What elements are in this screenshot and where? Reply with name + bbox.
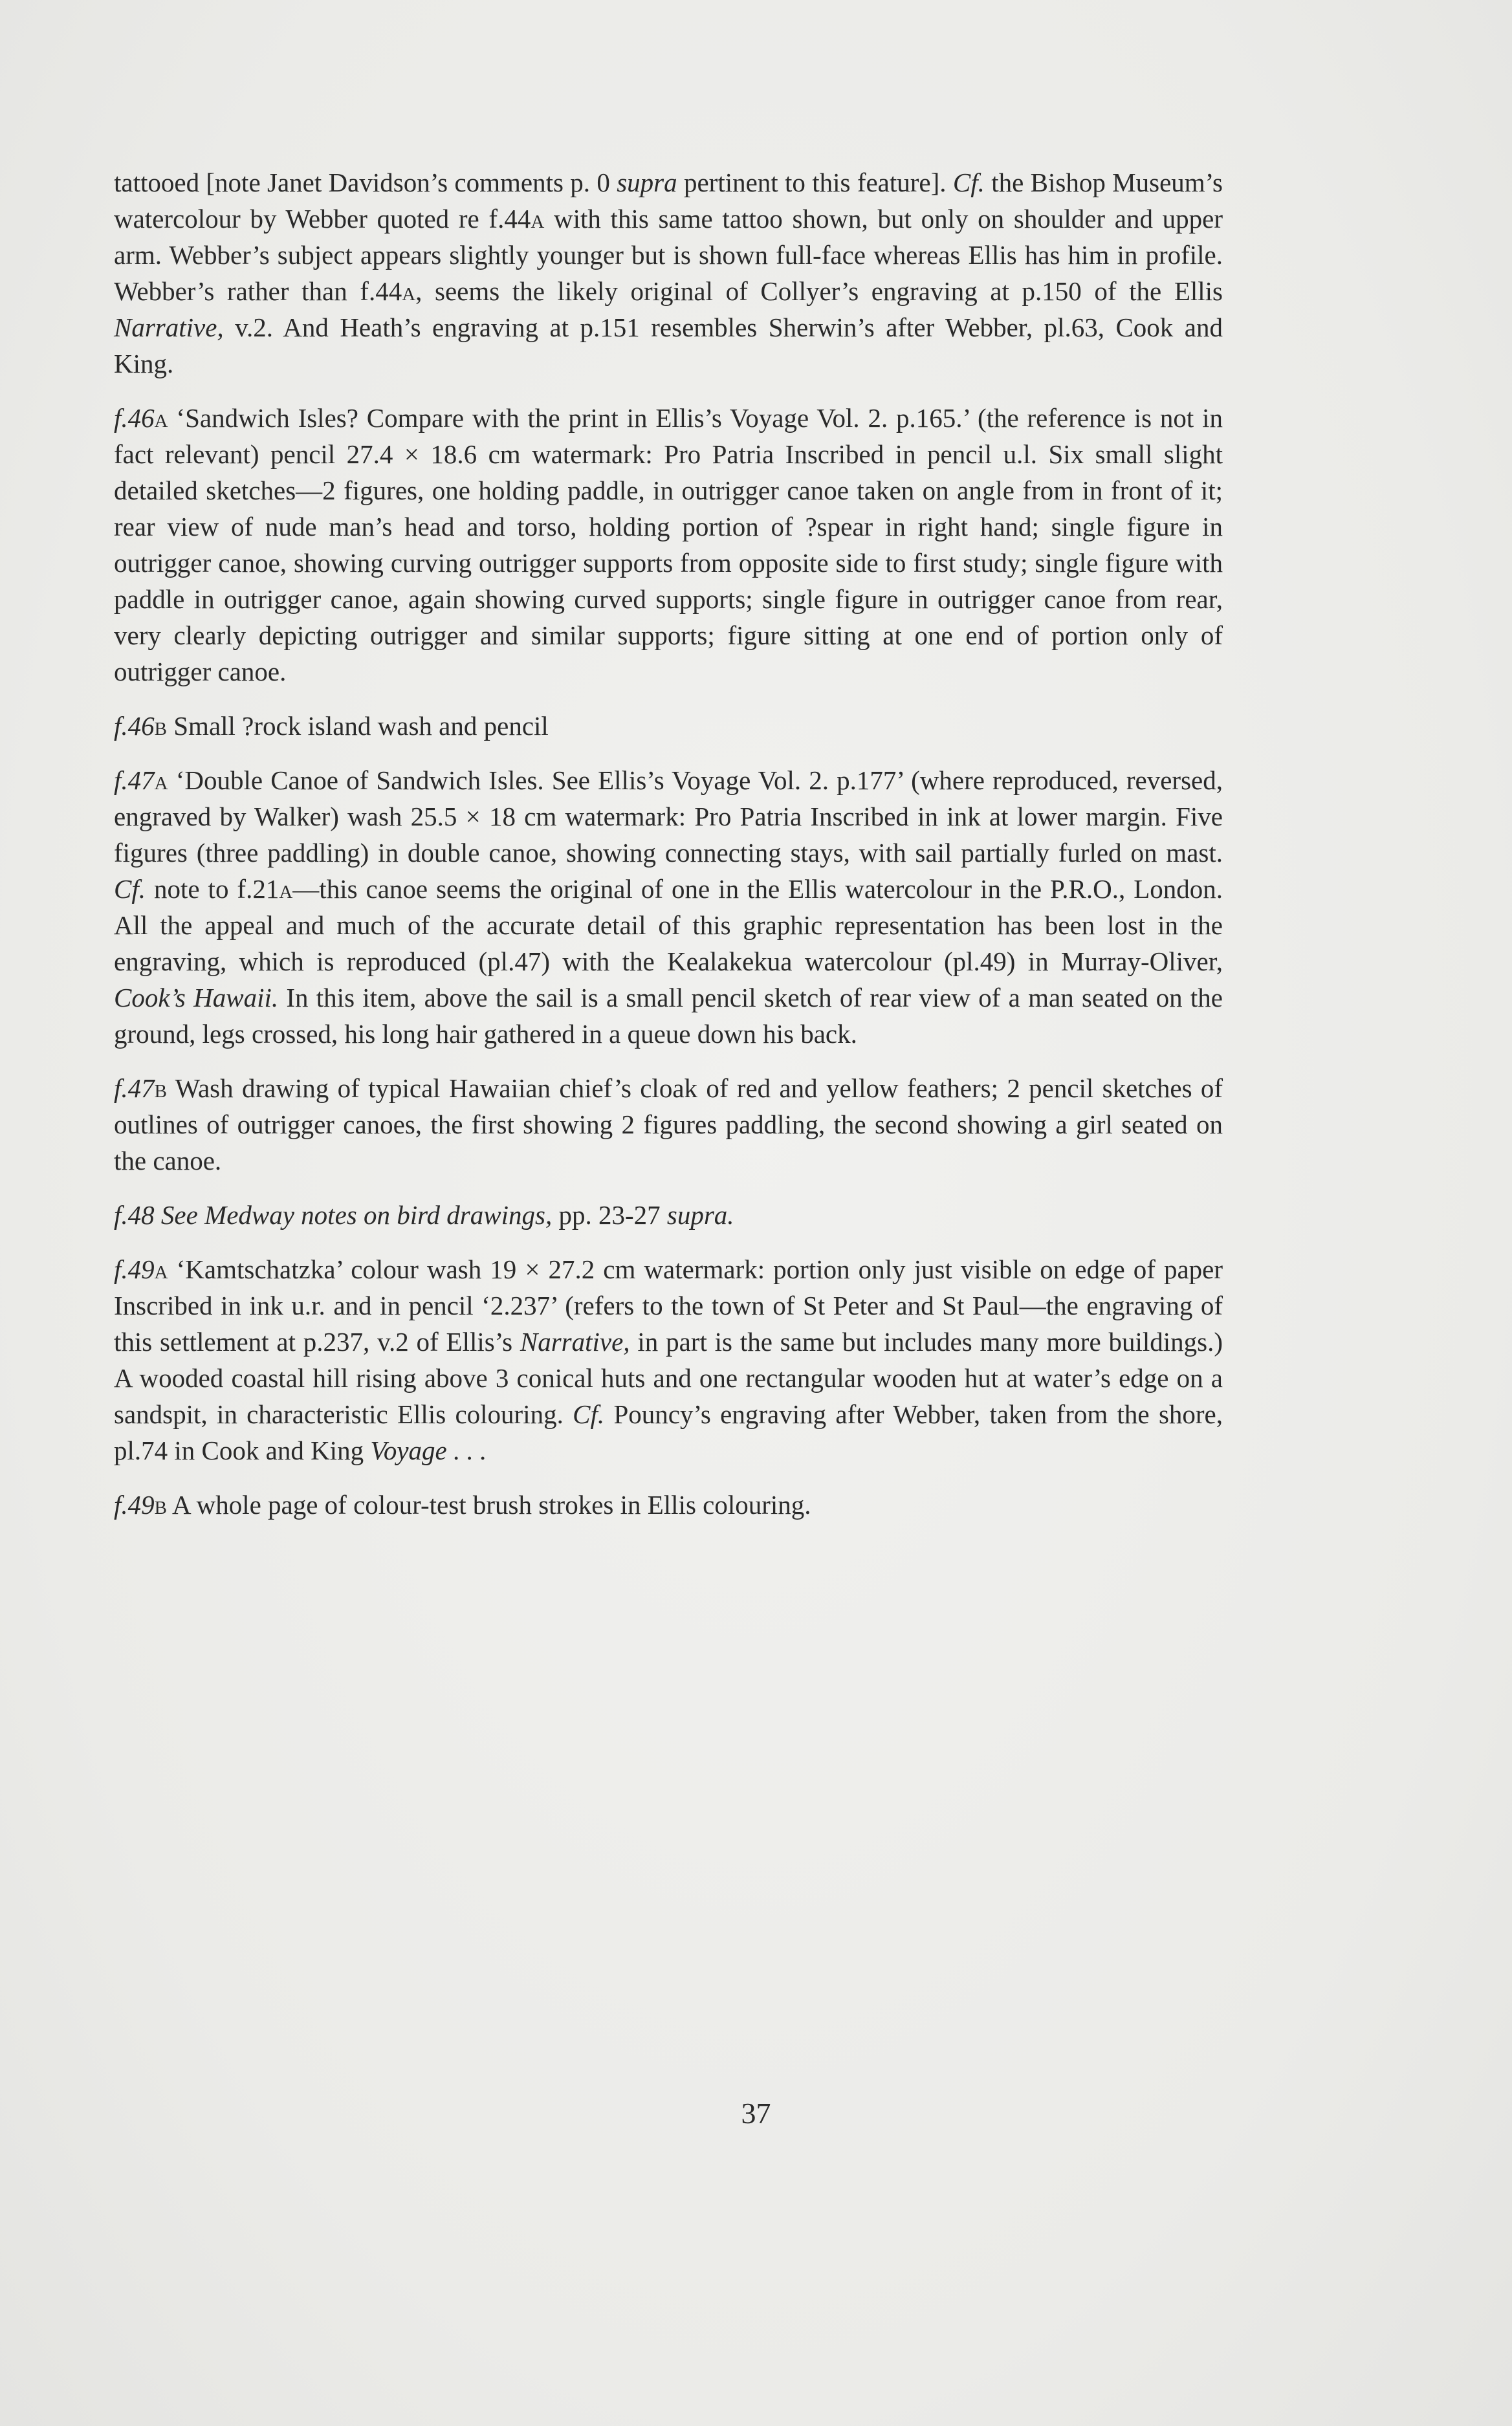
entry-text: tattooed [note Janet Davidson’s comments p. 0 supra pertinent to this feature]. Cf. the Bishop Museum’s watercolour by Webber quoted re f.44a with this same tattoo shown, but only on shoulder and upper arm. Webber’s subject appears slightly younger but is shown full-face whereas Ellis has him in profile. Webber’s rather than f.44a, seems the likely original of Collyer’s engraving at p.150 of the Ellis Narrative, v.2. And Heath’s engraving at p.151 resembles Sherwin’s after Webber, pl.63, Cook and King. xyxy=(114,168,1223,378)
entry-f49a xyxy=(114,1251,1223,1469)
entry-text: f.48 See Medway notes on bird drawings, pp. 23-27 supra. xyxy=(114,1200,734,1230)
catalogue-text xyxy=(114,164,1223,1541)
entry-text: f.47b Wash drawing of typical Hawaiian chief’s cloak of red and yellow feathers; 2 pencil sketches of outlines of outrigger canoes, the first showing 2 figures paddling, the second showing a girl seated on the canoe. xyxy=(114,1073,1223,1175)
page-number: 37 xyxy=(741,2097,771,2130)
entry-f48 xyxy=(114,1197,1223,1233)
entry-continuation xyxy=(114,164,1223,382)
entry-f46b xyxy=(114,708,1223,744)
entry-text: f.47a ‘Double Canoe of Sandwich Isles. See Ellis’s Voyage Vol. 2. p.177’ (where reproduced, reversed, engraved by Walker) wash 25.5 × 18 cm watermark: Pro Patria Inscribed in ink at lower margin. Five figures (three paddling) in double canoe, showing connecting stays, with sail partially furled on mast. Cf. note to f.21a—this canoe seems the original of one in the Ellis watercolour in the P.R.O., London. All the appeal and much of the accurate detail of this graphic representation has been lost in the engraving, which is reproduced (pl.47) with the Kealakekua watercolour (pl.49) in Murray-Oliver, Cook’s Hawaii. In this item, above the sail is a small pencil sketch of rear view of a man seated on the ground, legs crossed, his long hair gathered in a queue down his back. xyxy=(114,765,1223,1049)
entry-f47a xyxy=(114,762,1223,1052)
entry-text: f.46a ‘Sandwich Isles? Compare with the print in Ellis’s Voyage Vol. 2. p.165.’ (the reference is not in fact relevant) pencil 27.4 × 18.6 cm watermark: Pro Patria Inscribed in pencil u.l. Six small slight detailed sketches—2 figures, one holding paddle, in outrigger canoe taken on angle from in front of it; rear view of nude man’s head and torso, holding portion of ?spear in right hand; single figure in outrigger canoe, showing curving outrigger supports from opposite side to first study; single figure with paddle in outrigger canoe, again showing curved supports; single figure in outrigger canoe from rear, very clearly depicting outrigger and similar supports; figure sitting at one end of portion only of outrigger canoe. xyxy=(114,403,1223,686)
entry-text: f.49a ‘Kamtschatzka’ colour wash 19 × 27.2 cm watermark: portion only just visible on edge of paper Inscribed in ink u.r. and in pencil ‘2.237’ (refers to the town of St Peter and St Paul—the engraving of this settlement at p.237, v.2 of Ellis’s Narrative, in part is the same but includes many more buildings.) A wooded coastal hill rising above 3 conical huts and one rectangular wooden hut at water’s edge on a sandspit, in characteristic Ellis colouring. Cf. Pouncy’s engraving after Webber, taken from the shore, pl.74 in Cook and King Voyage . . . xyxy=(114,1254,1223,1465)
entry-f47b xyxy=(114,1070,1223,1179)
entry-f49b xyxy=(114,1487,1223,1523)
entry-f46a xyxy=(114,400,1223,690)
entry-text: f.49b A whole page of colour-test brush strokes in Ellis colouring. xyxy=(114,1490,811,1520)
entry-text: f.46b Small ?rock island wash and pencil xyxy=(114,711,549,741)
